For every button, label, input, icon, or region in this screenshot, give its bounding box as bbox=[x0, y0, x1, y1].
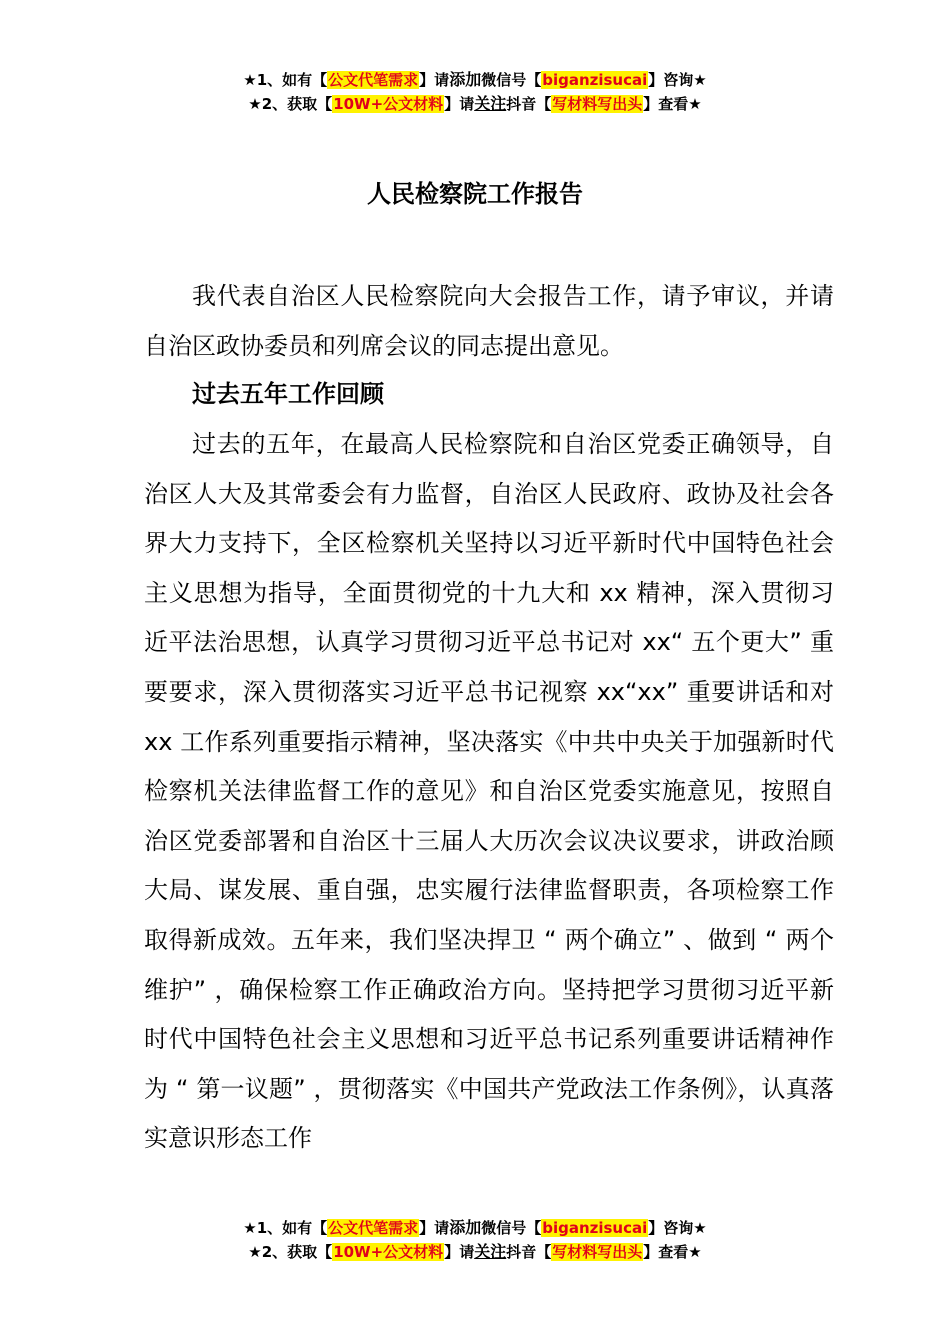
banner-highlight: 10W+公文材料 bbox=[333, 1243, 444, 1261]
banner-highlight: biganzisucai bbox=[542, 1219, 648, 1237]
section-heading: 过去五年工作回顾 bbox=[192, 380, 384, 408]
body-paragraph: 过去的五年，在最高人民检察院和自治区党委正确领导，自治区人大及其常委会有力监督，自治区人民政府、政协及社会各界大力支持下，全区检察机关坚持以习近平新时代中国特色社会主义思想为指导，全面贯彻党的十九大和 xx 精神，深入贯彻习近平法治思想，认真学习贯彻习近平总书记对 xx“ 五个更大” 重要要求，深入贯彻落实习近平总书记视察 xx“xx” 重要讲话和对 xx 工作系列重要指示精神，坚决落实《中共中央关于加强新时代检察机关法律监督工作的意见》和自治区党委实施意见，按照自治区党委部署和自治区十三届人大历次会议决议要求，讲政治顾大局、谋发展、重自强，忠实履行法律监督职责，各项检察工作取得新成效。五年来，我们坚决捍卫 “ 两个确立” 、做到 “ 两个维护” ，确保检察工作正确政治方向。坚持把学习贯彻习近平新时代中国特色社会主义思想和习近平总书记系列重要讲话精神作为 “ 第一议题” ，贯彻落实《中国共产党政法工作条例》，认真落实意识形态工作 bbox=[144, 430, 834, 1153]
banner-text: 】查看★ bbox=[643, 1243, 702, 1261]
banner-highlight: 写材料写出头 bbox=[552, 1243, 643, 1261]
banner-text: 】请 bbox=[419, 71, 450, 89]
banner-highlight: 写材料写出头 bbox=[552, 95, 643, 113]
banner-highlight: biganzisucai bbox=[542, 71, 648, 89]
banner-emphasis: 添加 bbox=[449, 1218, 482, 1237]
banner-line-2 bbox=[0, 1240, 950, 1264]
banner-text: 】查看★ bbox=[643, 95, 702, 113]
banner-highlight: 公文代笔需求 bbox=[328, 71, 419, 89]
banner-text: 】请 bbox=[444, 95, 475, 113]
banner-text: ★2、获取【 bbox=[248, 95, 333, 113]
header-banner bbox=[0, 68, 950, 116]
banner-emphasis: 关注 bbox=[474, 94, 507, 113]
banner-text: 】咨询★ bbox=[648, 1219, 707, 1237]
banner-text: ★2、获取【 bbox=[248, 1243, 333, 1261]
banner-line-1 bbox=[0, 1216, 950, 1240]
banner-text: 】请 bbox=[419, 1219, 450, 1237]
banner-highlight: 公文代笔需求 bbox=[328, 1219, 419, 1237]
banner-text: ★1、如有【 bbox=[243, 71, 328, 89]
banner-text: 】请 bbox=[444, 1243, 475, 1261]
intro-paragraph: 我代表自治区人民检察院向大会报告工作，请予审议，并请自治区政协委员和列席会议的同志提出意见。 bbox=[144, 282, 834, 360]
footer-banner bbox=[0, 1216, 950, 1264]
banner-text: 抖音【 bbox=[506, 1243, 552, 1261]
banner-emphasis: 添加 bbox=[449, 70, 482, 89]
banner-text: 抖音【 bbox=[506, 95, 552, 113]
banner-line-1 bbox=[0, 68, 950, 92]
banner-text: 微信号【 bbox=[481, 1219, 542, 1237]
banner-emphasis: 关注 bbox=[474, 1242, 507, 1261]
banner-highlight: 10W+公文材料 bbox=[333, 95, 444, 113]
banner-text: 】咨询★ bbox=[648, 71, 707, 89]
banner-line-2 bbox=[0, 92, 950, 116]
document-title: 人民检察院工作报告 bbox=[367, 180, 583, 208]
banner-text: ★1、如有【 bbox=[243, 1219, 328, 1237]
banner-text: 微信号【 bbox=[481, 71, 542, 89]
